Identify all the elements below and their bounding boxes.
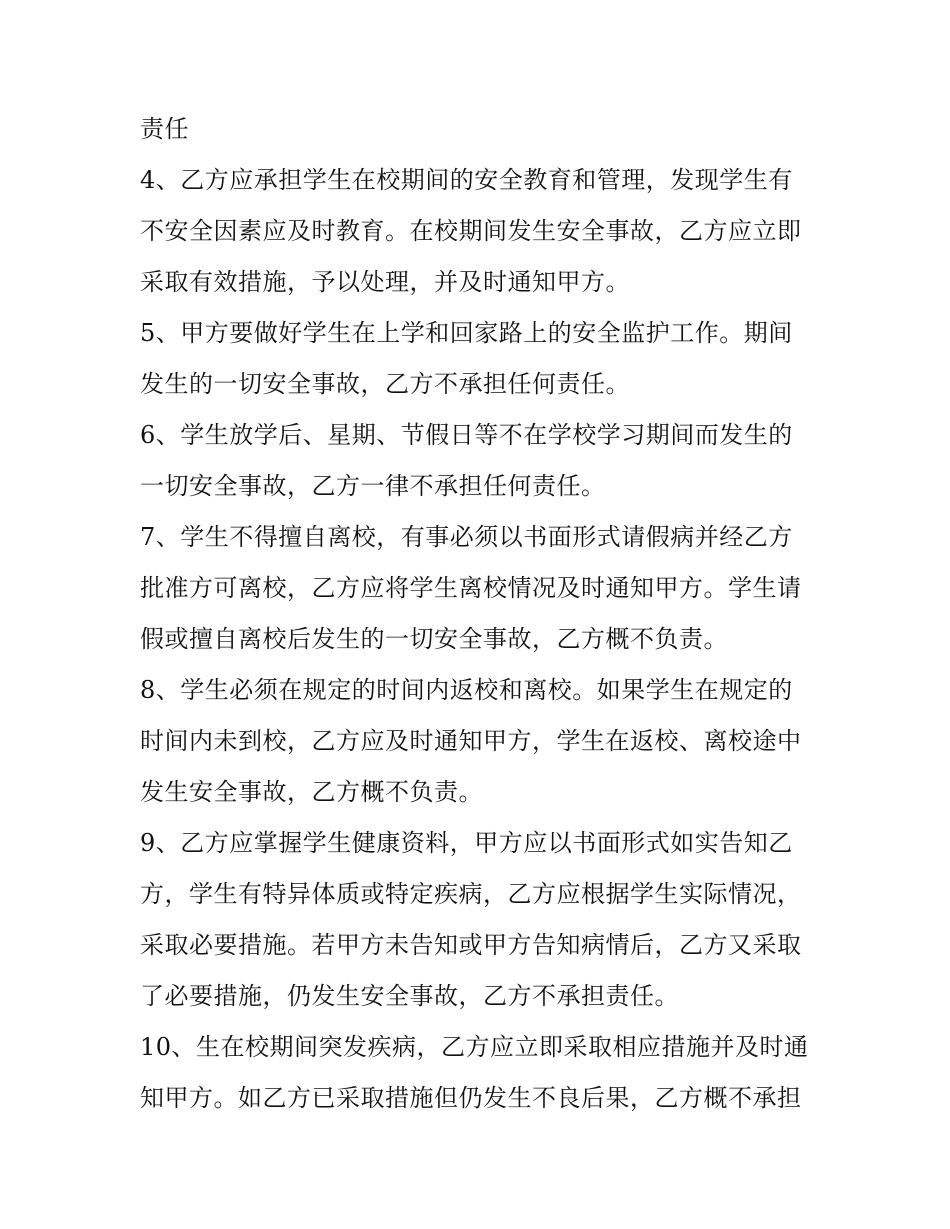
text-line: 了必要措施，仍发生安全事故，乙方不承担责任。: [140, 982, 679, 1010]
text-line: 6、学生放学后、星期、节假日等不在学校学习期间而发生的: [140, 421, 793, 449]
text-line: 一切安全事故，乙方一律不承担任何责任。: [140, 472, 606, 500]
text-line: 采取有效措施，予以处理，并及时通知甲方。: [140, 268, 630, 296]
text-line: 7、学生不得擅自离校，有事必须以书面形式请假病并经乙方: [140, 523, 793, 551]
text-line: 采取必要措施。若甲方未告知或甲方告知病情后，乙方又采取: [140, 931, 802, 959]
text-line: 责任: [140, 115, 189, 143]
text-line: 10、生在校期间突发疾病，乙方应立即采取相应措施并及时通: [140, 1033, 809, 1061]
document-body: [140, 104, 820, 1124]
text-line: 时间内未到校，乙方应及时通知甲方，学生在返校、离校途中: [140, 727, 802, 755]
text-line: 5、甲方要做好学生在上学和回家路上的安全监护工作。期间: [140, 319, 793, 347]
text-line: 批准方可离校，乙方应将学生离校情况及时通知甲方。学生请: [140, 574, 802, 602]
text-line: 知甲方。如乙方已采取措施但仍发生不良后果，乙方概不承担: [140, 1084, 802, 1112]
text-line: 9、乙方应掌握学生健康资料，甲方应以书面形式如实告知乙: [140, 829, 793, 857]
text-line: 假或擅自离校后发生的一切安全事故，乙方概不负责。: [140, 625, 728, 653]
text-line: 不安全因素应及时教育。在校期间发生安全事故，乙方应立即: [140, 217, 802, 245]
text-line: 4、乙方应承担学生在校期间的安全教育和管理，发现学生有: [140, 166, 793, 194]
text-line: 发生安全事故，乙方概不负责。: [140, 778, 483, 806]
text-line: 发生的一切安全事故，乙方不承担任何责任。: [140, 370, 630, 398]
text-line: 方，学生有特异体质或特定疾病，乙方应根据学生实际情况，: [140, 880, 802, 908]
text-line: 8、学生必须在规定的时间内返校和离校。如果学生在规定的: [140, 676, 793, 704]
